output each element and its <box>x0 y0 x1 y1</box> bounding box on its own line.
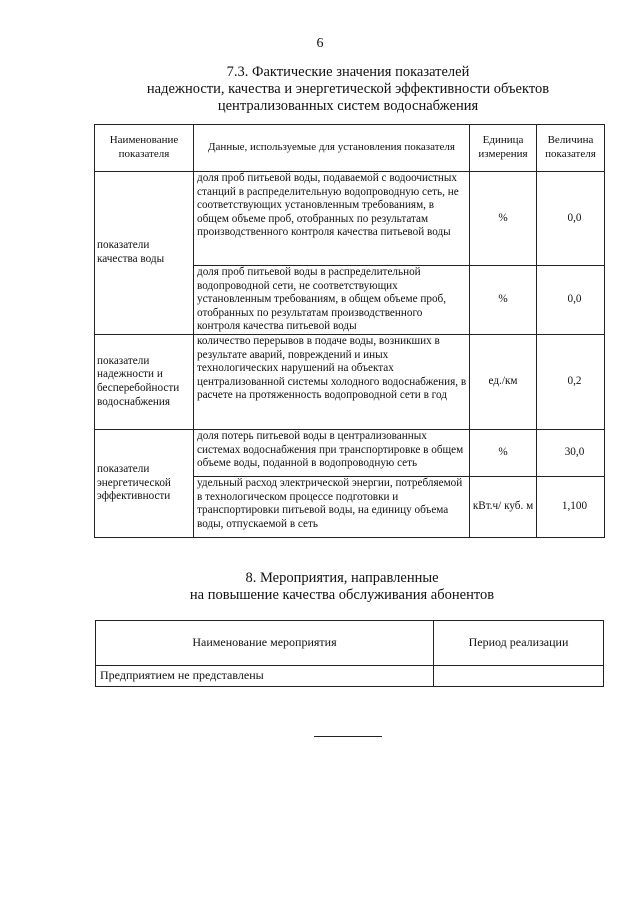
indicator-unit: % <box>470 266 537 335</box>
measure-name: Предприятием не представлены <box>96 666 434 687</box>
indicator-value: 0,0 <box>537 172 605 266</box>
group-name-water-quality: показатели качества воды <box>95 172 194 335</box>
section-8-title-line: на повышение качества обслуживания абонентов <box>189 587 495 603</box>
header-period: Период реализации <box>434 621 604 666</box>
indicator-value: 30,0 <box>537 429 605 476</box>
measures-header-row <box>96 621 604 666</box>
measures-table <box>95 620 604 687</box>
header-measure-name: Наименование мероприятия <box>96 621 434 666</box>
end-divider <box>314 736 382 737</box>
table-row <box>95 172 605 266</box>
section-7-3-title-line: надежности, качества и энергетической эффективности объектов <box>146 81 550 97</box>
indicator-data: удельный расход электрической энергии, потребляемой в технологическом процессе подготовки и транспортировки питьевой воды, на единицу объема воды, отпускаемой в сеть <box>194 476 470 537</box>
page-number: 6 <box>316 36 324 51</box>
table-row <box>95 429 605 476</box>
section-8-title-line: 8. Мероприятия, направленные <box>245 570 439 586</box>
indicator-value: 0,2 <box>537 334 605 429</box>
header-unit: Единица измерения <box>470 125 537 172</box>
header-indicator-data: Данные, используемые для установления показателя <box>194 125 470 172</box>
table-row <box>96 666 604 687</box>
section-7-3-title-line: 7.3. Фактические значения показателей <box>226 64 470 80</box>
indicator-unit: % <box>470 172 537 266</box>
indicator-unit: % <box>470 429 537 476</box>
indicator-data: доля потерь питьевой воды в централизованных системах водоснабжения при транспортировке в общем объеме воды, поданной в водопроводную сеть <box>194 429 470 476</box>
section-7-3-title-line: централизованных систем водоснабжения <box>217 98 479 114</box>
indicator-value: 1,100 <box>537 476 605 537</box>
group-name-energy-efficiency: показатели энергетической эффективности <box>95 429 194 537</box>
indicator-data: доля проб питьевой воды, подаваемой с водоочистных станций в распределительную водопроводную сеть, не соответствующих установленным требованиям, в общем объеме проб, отобранных по результатам производственного контроля качества питьевой воды <box>194 172 470 266</box>
indicator-data: доля проб питьевой воды в распределительной водопроводной сети, не соответствующих установленным требованиям, в общем объеме проб, отобранных по результатам производственного контроля качества питьевой воды <box>194 266 470 335</box>
indicators-header-row <box>95 125 605 172</box>
header-indicator-name: Наименование показателя <box>95 125 194 172</box>
table-row <box>95 334 605 429</box>
indicator-data: количество перерывов в подаче воды, возникших в результате аварий, повреждений и иных технологических нарушений на объектах централизованной системы холодного водоснабжения, в расчете на протяженность водопроводной сети в год <box>194 334 470 429</box>
section-8-title <box>22 570 640 604</box>
indicator-unit: кВт.ч/ куб. м <box>470 476 537 537</box>
section-7-3-title <box>28 64 640 115</box>
header-value: Величина показателя <box>537 125 605 172</box>
indicators-table <box>94 124 605 538</box>
indicator-value: 0,0 <box>537 266 605 335</box>
measure-period <box>434 666 604 687</box>
indicator-unit: ед./км <box>470 334 537 429</box>
group-name-reliability: показатели надежности и бесперебойности водоснабжения <box>95 334 194 429</box>
